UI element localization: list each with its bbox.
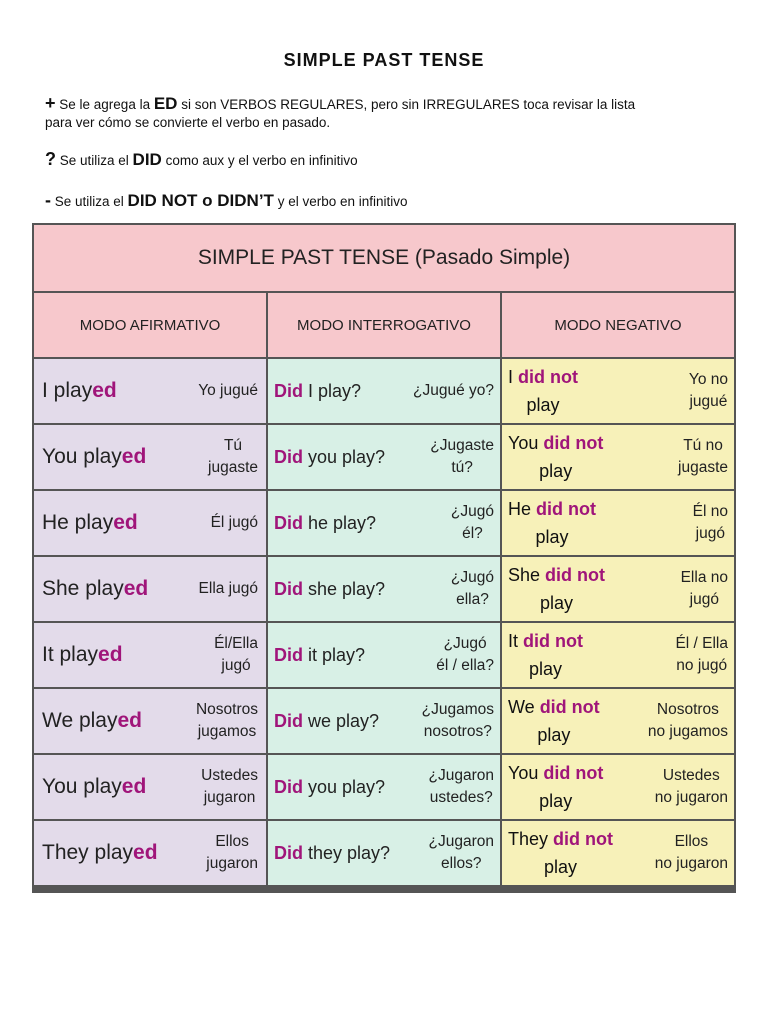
negative-translation	[655, 831, 728, 875]
rule-interrogative	[45, 150, 735, 170]
table-row-negative	[502, 359, 734, 423]
interrogative-translation	[430, 435, 494, 479]
did-aux: Did	[274, 380, 303, 401]
rule-negative	[45, 191, 735, 211]
translation-line: Ustedes	[662, 767, 720, 784]
translation-line: ¿Jugaron	[428, 833, 494, 850]
rule-text: Se le agrega la	[55, 97, 154, 112]
translation-line: él / ella?	[436, 657, 494, 674]
translation-line: jugaste	[208, 459, 258, 476]
table-row-affirmative	[34, 689, 266, 753]
table-row-affirmative	[34, 491, 266, 555]
did-not-aux: did not	[553, 829, 614, 849]
affirmative-sentence	[42, 841, 158, 865]
translation-line: no jugamos	[647, 723, 728, 740]
table-row-negative	[502, 425, 734, 489]
affirmative-translation	[208, 435, 258, 479]
rule-text: para ver cómo se convierte el verbo en pasado.	[45, 115, 331, 130]
interrogative-sentence	[274, 579, 385, 600]
negative-translation	[655, 765, 728, 809]
verb: play	[528, 659, 563, 679]
question-rest: you play?	[303, 446, 386, 467]
translation-line: Él jugó	[210, 514, 258, 531]
affirmative-translation	[214, 633, 258, 677]
ed-suffix: ed	[133, 841, 158, 864]
translation-line: ¿Jugó	[450, 503, 494, 520]
page-title: SIMPLE PAST TENSE	[283, 50, 485, 70]
table-row-interrogative	[268, 821, 500, 885]
translation-line: ¿Jugué yo?	[413, 382, 494, 399]
negative-sentence	[508, 495, 596, 551]
negative-sentence	[508, 363, 578, 419]
negative-translation	[681, 567, 728, 611]
translation-line: jugaron	[206, 855, 258, 872]
translation-line: Nosotros	[656, 701, 719, 718]
did-aux: Did	[274, 446, 303, 467]
rule-keyword: ED	[153, 94, 178, 113]
subject: They	[508, 829, 554, 849]
minus-symbol: -	[45, 190, 51, 210]
translation-line: jugó	[221, 657, 251, 674]
column-header-negative: MODO NEGATIVO	[502, 293, 734, 359]
affirmative-sentence	[42, 379, 117, 403]
translation-line: jugué	[689, 393, 728, 410]
verb: play	[539, 593, 574, 613]
table-row-interrogative	[268, 689, 500, 753]
negative-translation	[693, 501, 728, 545]
subject-verb: They play	[42, 841, 134, 864]
did-aux: Did	[274, 710, 303, 731]
negative-translation	[675, 633, 728, 677]
interrogative-sentence	[274, 711, 379, 732]
did-not-aux: did not	[539, 697, 600, 717]
table-row-negative	[502, 755, 734, 819]
negative-sentence	[508, 693, 600, 749]
interrogative-translation	[451, 567, 494, 611]
did-aux: Did	[274, 776, 303, 797]
table-row-negative	[502, 557, 734, 621]
ed-suffix: ed	[121, 775, 147, 798]
rule-text: y el verbo en infinitivo	[273, 194, 408, 209]
table-row-negative	[502, 689, 734, 753]
ed-suffix: ed	[117, 709, 142, 732]
interrogative-sentence	[274, 513, 376, 534]
verb: play	[539, 791, 573, 811]
table-row-affirmative	[34, 425, 266, 489]
translation-line: Ellos	[674, 833, 709, 850]
table-row-affirmative	[34, 359, 266, 423]
affirmative-sentence	[42, 643, 123, 667]
ed-suffix: ed	[121, 445, 147, 468]
subject: I	[508, 367, 519, 387]
verb: play	[526, 395, 560, 415]
subject: It	[508, 631, 524, 651]
verb: play	[539, 461, 573, 481]
affirmative-translation	[198, 380, 258, 402]
did-aux: Did	[274, 842, 303, 863]
column-header-interrogative: MODO INTERROGATIVO	[268, 293, 500, 359]
rule-keyword: DID	[132, 150, 162, 169]
subject: You	[508, 433, 544, 453]
translation-line: jugaste	[678, 459, 728, 476]
did-not-aux: did not	[543, 763, 604, 783]
ed-suffix: ed	[98, 643, 123, 666]
table-row-affirmative	[34, 557, 266, 621]
rule-text: si son VERBOS REGULARES, pero sin IRREGULARES toca revisar la lista	[177, 97, 636, 112]
table-row-interrogative	[268, 755, 500, 819]
translation-line: Ella no	[680, 569, 728, 586]
interrogative-sentence	[274, 381, 361, 402]
translation-line: no jugó	[676, 657, 728, 674]
translation-line: Tú no	[683, 437, 723, 454]
interrogative-translation	[436, 633, 494, 677]
table-row-interrogative	[268, 425, 500, 489]
translation-line: no jugaron	[654, 789, 728, 806]
subject-verb: You play	[42, 775, 122, 798]
affirmative-translation	[211, 512, 258, 534]
did-not-aux: did not	[543, 433, 604, 453]
did-aux: Did	[274, 578, 303, 599]
affirmative-sentence	[42, 577, 148, 601]
table-row-affirmative	[34, 821, 266, 885]
did-not-aux: did not	[518, 367, 578, 387]
translation-line: Nosotros	[195, 701, 258, 718]
translation-line: Ella jugó	[198, 580, 258, 597]
table-row-negative	[502, 821, 734, 885]
verb: play	[537, 725, 571, 745]
table-row-interrogative	[268, 359, 500, 423]
table-row-negative	[502, 491, 734, 555]
translation-line: jugamos	[197, 723, 257, 740]
affirmative-translation	[201, 765, 258, 809]
question-rest: we play?	[303, 710, 380, 731]
ed-suffix: ed	[123, 577, 149, 600]
table-row-interrogative	[268, 623, 500, 687]
subject-verb: You play	[42, 445, 122, 468]
translation-line: jugó	[689, 591, 719, 608]
affirmative-translation	[206, 831, 258, 875]
negative-sentence	[508, 825, 613, 881]
table-row-affirmative	[34, 623, 266, 687]
interrogative-sentence	[274, 843, 390, 864]
translation-line: jugaron	[203, 789, 256, 806]
affirmative-sentence	[42, 445, 146, 469]
did-not-aux: did not	[536, 499, 596, 519]
translation-line: Yo jugué	[198, 382, 258, 399]
interrogative-translation	[413, 380, 494, 402]
negative-sentence	[508, 429, 603, 485]
verb: play	[543, 857, 578, 877]
conjugation-table	[32, 223, 736, 893]
interrogative-sentence	[274, 645, 365, 666]
affirmative-sentence	[42, 511, 138, 535]
rule-affirmative	[45, 94, 735, 132]
translation-line: Él / Ella	[675, 635, 728, 652]
subject: You	[508, 763, 544, 783]
translation-line: ¿Jugamos	[421, 701, 494, 718]
table-header: SIMPLE PAST TENSE (Pasado Simple)	[34, 225, 734, 293]
translation-line: Yo no	[688, 371, 728, 388]
interrogative-translation	[451, 501, 494, 545]
question-rest: they play?	[303, 842, 391, 863]
rule-keyword: DID NOT o DIDN’T	[127, 191, 274, 210]
translation-line: ¿Jugó	[443, 635, 487, 652]
translation-line: ¿Jugaste	[430, 437, 494, 454]
translation-line: no jugaron	[654, 855, 728, 872]
translation-line: nosotros?	[423, 723, 492, 740]
did-not-aux: did not	[523, 631, 583, 651]
subject: He	[508, 499, 537, 519]
negative-sentence	[508, 561, 605, 617]
negative-translation	[678, 435, 728, 479]
subject: She	[508, 565, 546, 585]
translation-line: Ellos	[215, 833, 249, 850]
translation-line: Ustedes	[201, 767, 258, 784]
subject-verb: I play	[42, 379, 93, 402]
column-header-affirmative: MODO AFIRMATIVO	[34, 293, 266, 359]
subject: We	[508, 697, 540, 717]
translation-line: ellos?	[441, 855, 482, 872]
table-row-negative	[502, 623, 734, 687]
ed-suffix: ed	[92, 379, 117, 402]
interrogative-sentence	[274, 777, 385, 798]
interrogative-translation	[429, 831, 494, 875]
subject-verb: We play	[42, 709, 118, 732]
affirmative-sentence	[42, 775, 146, 799]
rule-text: Se utiliza el	[56, 153, 133, 168]
negative-translation	[648, 699, 728, 743]
translation-line: Él no	[692, 503, 728, 520]
interrogative-sentence	[274, 447, 385, 468]
question-symbol: ?	[45, 149, 56, 169]
translation-line: ¿Jugaron	[428, 767, 494, 784]
subject-verb: She play	[42, 577, 124, 600]
question-rest: she play?	[303, 578, 386, 599]
question-rest: I play?	[303, 380, 362, 401]
table-row-interrogative	[268, 557, 500, 621]
subject-verb: It play	[42, 643, 99, 666]
rule-text: como aux y el verbo en infinitivo	[161, 153, 358, 168]
translation-line: ustedes?	[429, 789, 493, 806]
interrogative-translation	[422, 699, 494, 743]
did-aux: Did	[274, 512, 303, 533]
translation-line: Tú	[223, 437, 243, 454]
affirmative-translation	[196, 699, 258, 743]
negative-sentence	[508, 627, 583, 683]
did-not-aux: did not	[545, 565, 606, 585]
translation-line: tú?	[451, 459, 473, 476]
did-aux: Did	[274, 644, 303, 665]
negative-sentence	[508, 759, 603, 815]
table-row-affirmative	[34, 755, 266, 819]
question-rest: it play?	[303, 644, 366, 665]
question-rest: you play?	[303, 776, 386, 797]
interrogative-translation	[429, 765, 494, 809]
affirmative-sentence	[42, 709, 142, 733]
translation-line: Él/Ella	[214, 635, 258, 652]
translation-line: jugó	[695, 525, 725, 542]
rule-text: Se utiliza el	[51, 194, 128, 209]
translation-line: él?	[462, 525, 483, 542]
question-rest: he play?	[303, 512, 377, 533]
plus-symbol: +	[45, 93, 56, 113]
affirmative-translation	[199, 578, 258, 600]
verb: play	[535, 527, 569, 547]
translation-line: ¿Jugó	[450, 569, 494, 586]
table-row-interrogative	[268, 491, 500, 555]
subject-verb: He play	[42, 511, 114, 534]
translation-line: ella?	[456, 591, 489, 608]
ed-suffix: ed	[113, 511, 138, 534]
negative-translation	[689, 369, 728, 413]
